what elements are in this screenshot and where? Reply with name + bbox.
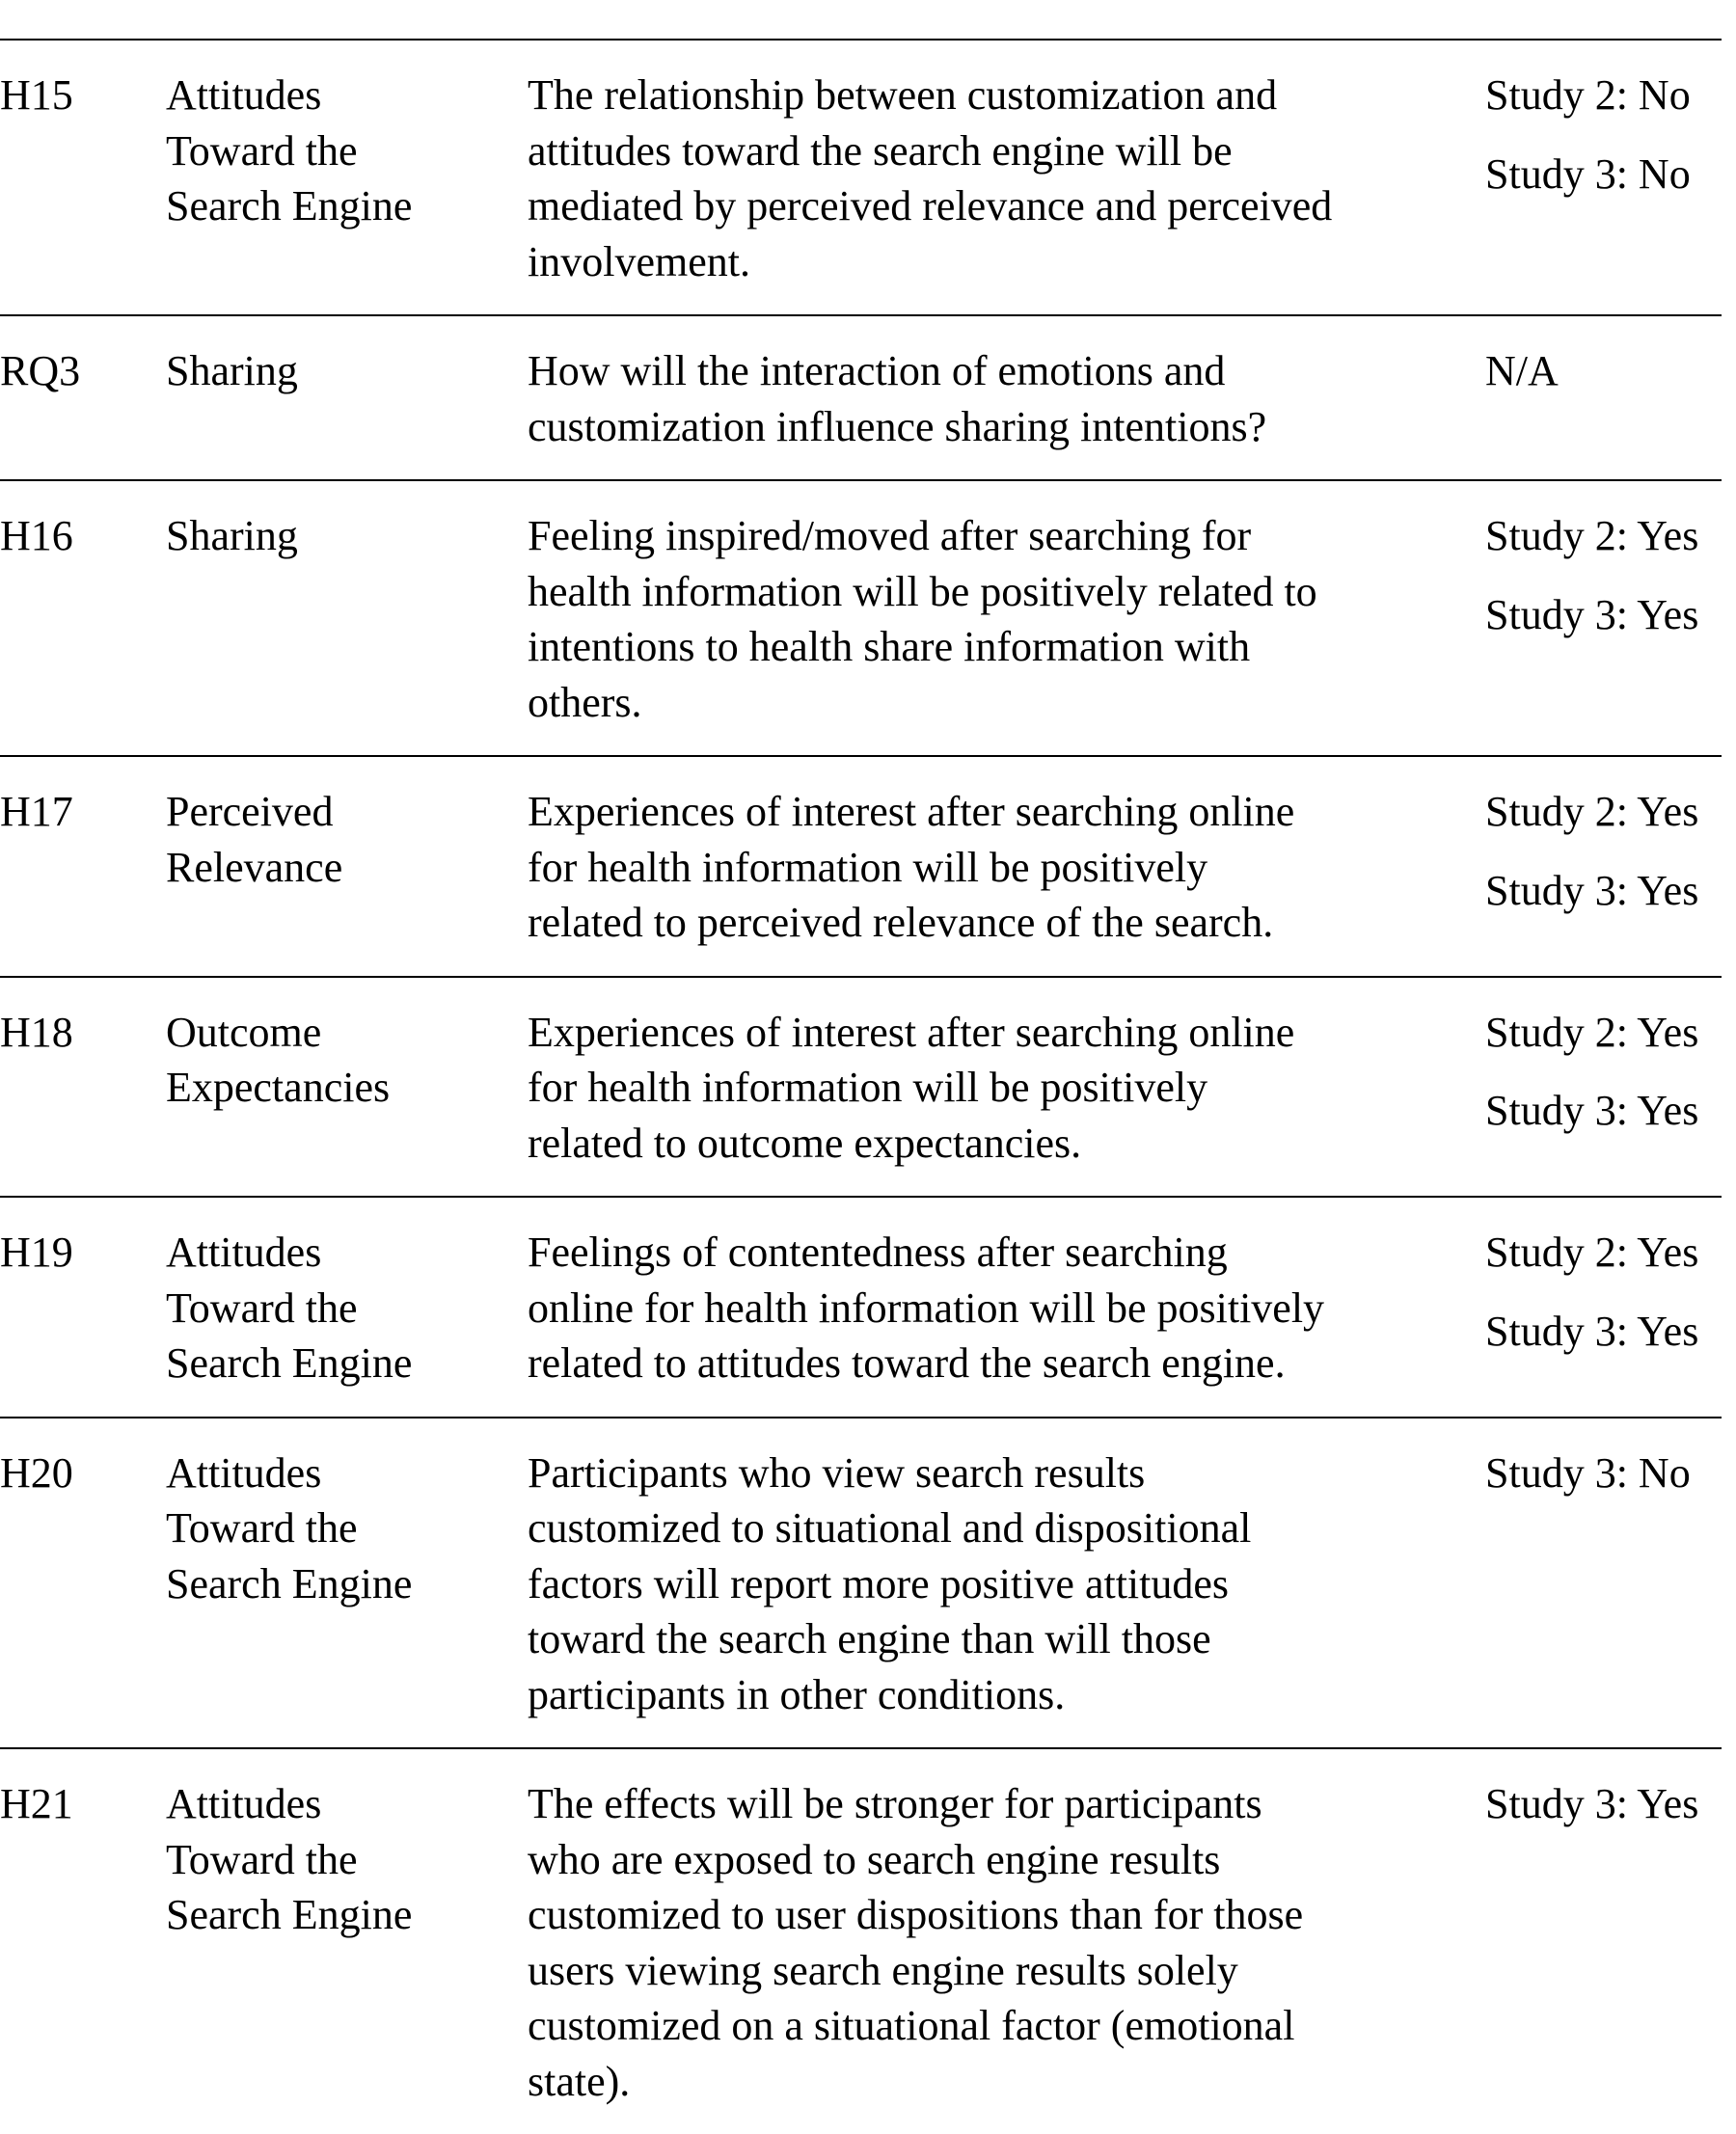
hypothesis-description: Experiences of interest after searching online for health information will be positively related to perceived relevance of the search. <box>528 788 1295 946</box>
result-text: Study 3: Yes <box>1485 590 1699 638</box>
variable-name: Perceived Relevance <box>166 788 343 891</box>
hypothesis-id: H16 <box>0 512 73 559</box>
results-cell <box>1485 1005 1736 1162</box>
result-text: Study 3: Yes <box>1485 1780 1699 1827</box>
table-row <box>0 479 1722 755</box>
hypothesis-id: H21 <box>0 1780 73 1827</box>
variable-name: Outcome Expectancies <box>166 1008 391 1111</box>
hypothesis-description: The relationship between customization and attitudes toward the search engine will be mediated by perceived relevance and perceived involvement. <box>528 71 1333 285</box>
variable-name: Attitudes Toward the Search Engine <box>166 1229 413 1387</box>
hypothesis-description: The effects will be stronger for participants who are exposed to search engine results customized to user dispositions than for those users viewing search engine results solely customized on a situational factor (emotional state). <box>528 1780 1304 2105</box>
result-text: Study 3: No <box>1485 149 1691 198</box>
results-cell <box>1485 784 1736 941</box>
hypotheses-table <box>0 39 1722 2134</box>
results-cell <box>1485 68 1736 225</box>
table-row <box>0 976 1722 1197</box>
results-cell <box>1485 1776 1736 1855</box>
hypothesis-description: Experiences of interest after searching online for health information will be positively related to outcome expectancies. <box>528 1008 1295 1167</box>
result-text: Study 2: Yes <box>1485 512 1699 559</box>
result-text: Study 2: No <box>1485 71 1691 119</box>
result-text: Study 3: Yes <box>1485 1307 1699 1355</box>
hypothesis-id: H19 <box>0 1229 73 1276</box>
variable-name: Attitudes Toward the Search Engine <box>166 71 413 230</box>
hypothesis-description: Feeling inspired/moved after searching for health information will be positively related to intentions to health share information with others. <box>528 512 1317 726</box>
result-text: Study 2: Yes <box>1485 1229 1699 1276</box>
variable-name: Attitudes Toward the Search Engine <box>166 1448 413 1607</box>
results-cell <box>1485 1225 1736 1382</box>
result-text: Study 3: Yes <box>1485 866 1699 914</box>
result-text: Study 2: Yes <box>1485 788 1699 835</box>
result-text: Study 3: No <box>1485 1448 1691 1497</box>
table-row <box>0 1417 1722 1748</box>
variable-name: Sharing <box>166 347 298 394</box>
hypothesis-id: H17 <box>0 788 73 835</box>
hypothesis-description: Participants who view search results customized to situational and dispositional factors will report more positive attitudes toward the search engine than will those participants in other conditions. <box>528 1448 1252 1718</box>
table-row <box>0 39 1722 314</box>
result-text: Study 2: Yes <box>1485 1008 1699 1056</box>
hypothesis-id: H15 <box>0 71 73 119</box>
table-row <box>0 755 1722 976</box>
table-row <box>0 1196 1722 1417</box>
hypothesis-id: H18 <box>0 1008 73 1056</box>
results-cell <box>1485 1445 1736 1525</box>
hypothesis-description: How will the interaction of emotions and customization influence sharing intentions? <box>528 347 1267 450</box>
hypothesis-id: RQ3 <box>0 347 81 394</box>
table-row <box>0 1747 1722 2134</box>
result-text: N/A <box>1485 347 1559 394</box>
hypothesis-description: Feelings of contentedness after searching online for health information will be positively related to attitudes toward the search engine. <box>528 1229 1325 1387</box>
variable-name: Attitudes Toward the Search Engine <box>166 1780 413 1938</box>
variable-name: Sharing <box>166 512 298 559</box>
results-cell <box>1485 343 1736 422</box>
result-text: Study 3: Yes <box>1485 1087 1699 1134</box>
table-row <box>0 314 1722 479</box>
results-cell <box>1485 508 1736 665</box>
hypothesis-id: H20 <box>0 1448 73 1497</box>
